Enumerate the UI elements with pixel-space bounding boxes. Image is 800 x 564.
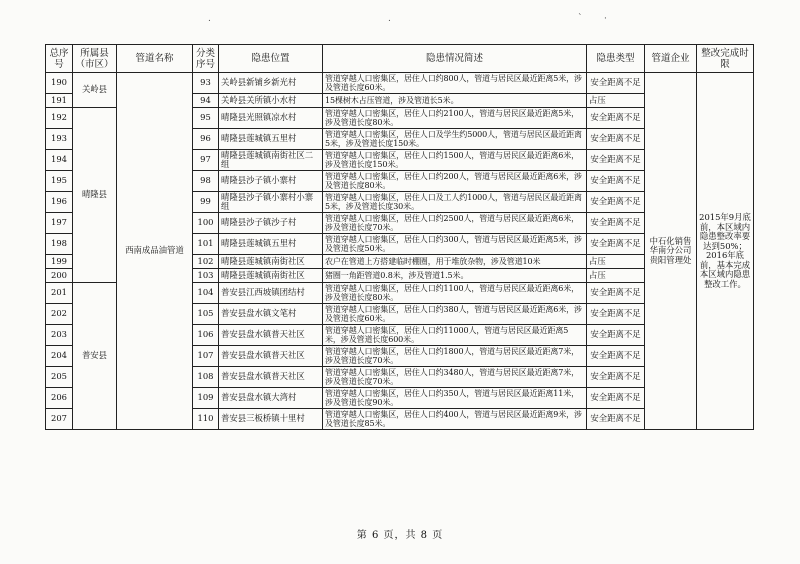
cell-location: 关岭县新铺乡新光村: [219, 73, 323, 94]
cell-total-no: 199: [46, 255, 73, 269]
cell-description: 管道穿越人口密集区，居住人口约11000人，管道与居民区最近距离5米，涉及管道长度600米。: [323, 325, 587, 346]
cell-description: 管道穿越人口密集区，居住人口约380人，管道与居民区最近距离6米，涉及管道长度60米。: [323, 304, 587, 325]
cell-total-no: 197: [46, 213, 73, 234]
scan-mark: .: [208, 14, 211, 24]
cell-total-no: 207: [46, 409, 73, 430]
cell-description: 管道穿越人口密集区，居住人口约300人，管道与居民区最近距离5米，涉及管道长度50米。: [323, 234, 587, 255]
cell-sub-no: 98: [193, 171, 219, 192]
cell-sub-no: 100: [193, 213, 219, 234]
cell-location: 晴隆县莲城镇五里村: [219, 234, 323, 255]
cell-description: 管道穿越人口密集区，居住人口约1500人，管道与居民区最近距离6米，涉及管道长度150米。: [323, 150, 587, 171]
cell-total-no: 202: [46, 304, 73, 325]
cell-county-qinglong: 晴隆县: [73, 108, 117, 283]
cell-deadline: 2015年9月底前，本区域内隐患整改率要达到50%；2016年底前，基本完成本区域内隐患整改工作。: [697, 73, 754, 430]
scan-mark: `: [578, 14, 583, 24]
cell-total-no: 194: [46, 150, 73, 171]
cell-hazard-type: 安全距离不足: [587, 346, 645, 367]
cell-location: 普安县江西坡镇团结村: [219, 283, 323, 304]
cell-sub-no: 93: [193, 73, 219, 94]
header-pipeline: 管道名称: [117, 45, 193, 73]
cell-location: 普安县盘水镇普天社区: [219, 325, 323, 346]
cell-hazard-type: 安全距离不足: [587, 129, 645, 150]
cell-hazard-type: 占压: [587, 269, 645, 283]
cell-hazard-type: 安全距离不足: [587, 388, 645, 409]
table-header-row: [46, 45, 754, 73]
cell-sub-no: 103: [193, 269, 219, 283]
cell-county-puan: 普安县: [73, 283, 117, 430]
cell-total-no: 193: [46, 129, 73, 150]
cell-description: 管道穿越人口密集区，居住人口约800人，管道与居民区最近距离5米，涉及管道长度60米。: [323, 73, 587, 94]
scan-mark: ·: [604, 14, 607, 24]
cell-total-no: 203: [46, 325, 73, 346]
cell-location: 晴隆县莲城镇南街社区: [219, 269, 323, 283]
cell-hazard-type: 安全距离不足: [587, 192, 645, 213]
cell-description: 管道穿越人口密集区，居住人口约1100人，管道与居民区最近距离6米，涉及管道长度80米。: [323, 283, 587, 304]
cell-hazard-type: 安全距离不足: [587, 108, 645, 129]
cell-location: 晴隆县莲城镇五里村: [219, 129, 323, 150]
scan-marks: [0, 14, 800, 24]
cell-sub-no: 95: [193, 108, 219, 129]
cell-location: 普安县三板桥镇十里村: [219, 409, 323, 430]
cell-description: 管道穿越人口密集区，居住人口约400人，管道与居民区最近距离9米，涉及管道长度85米。: [323, 409, 587, 430]
scan-mark: .: [388, 14, 391, 24]
cell-location: 普安县盘水镇大湾村: [219, 388, 323, 409]
cell-description: 管道穿越人口密集区，居住人口约1800人，管道与居民区最近距离7米，涉及管道长度70米。: [323, 346, 587, 367]
cell-total-no: 206: [46, 388, 73, 409]
cell-location: 晴隆县莲城镇南街社区: [219, 255, 323, 269]
cell-description: 管道穿越人口密集区，居住人口约3480人，管道与居民区最近距离7米，涉及管道长度70米。: [323, 367, 587, 388]
cell-total-no: 200: [46, 269, 73, 283]
header-county: 所属县（市区）: [73, 45, 117, 73]
cell-location: 晴隆县光照镇凉水村: [219, 108, 323, 129]
cell-location: 关岭县关所镇小水村: [219, 94, 323, 108]
cell-location: 普安县盘水镇文笔村: [219, 304, 323, 325]
cell-location: 晴隆县沙子镇小寨村: [219, 171, 323, 192]
cell-location: 晴隆县沙子镇沙子村: [219, 213, 323, 234]
cell-sub-no: 105: [193, 304, 219, 325]
header-location: 隐患位置: [219, 45, 323, 73]
header-company: 管道企业: [645, 45, 697, 73]
cell-total-no: 198: [46, 234, 73, 255]
cell-location: 晴隆县莲城镇南街社区二组: [219, 150, 323, 171]
cell-total-no: 192: [46, 108, 73, 129]
cell-hazard-type: 占压: [587, 255, 645, 269]
cell-total-no: 204: [46, 346, 73, 367]
cell-pipeline-name: 西南成品油管道: [117, 73, 193, 430]
cell-sub-no: 94: [193, 94, 219, 108]
header-total-no: 总序号: [46, 45, 73, 73]
cell-sub-no: 107: [193, 346, 219, 367]
cell-total-no: 201: [46, 283, 73, 304]
cell-hazard-type: 占压: [587, 94, 645, 108]
cell-sub-no: 96: [193, 129, 219, 150]
cell-location: 普安县盘水镇普天社区: [219, 367, 323, 388]
page-number: 第 6 页，共 8 页: [356, 530, 444, 541]
cell-sub-no: 109: [193, 388, 219, 409]
cell-description: 管道穿越人口密集区，居住人口及学生约5000人，管道与居民区最近距离5米，涉及管道长度150米。: [323, 129, 587, 150]
cell-hazard-type: 安全距离不足: [587, 367, 645, 388]
cell-sub-no: 108: [193, 367, 219, 388]
cell-hazard-type: 安全距离不足: [587, 171, 645, 192]
cell-location: 晴隆县沙子镇小寨村小寨组: [219, 192, 323, 213]
cell-description: 管道穿越人口密集区，居住人口约350人，管道与居民区最近距离11米，涉及管道长度90米。: [323, 388, 587, 409]
header-sub-no: 分类序号: [193, 45, 219, 73]
cell-location: 普安县盘水镇普天社区: [219, 346, 323, 367]
cell-total-no: 190: [46, 73, 73, 94]
cell-sub-no: 104: [193, 283, 219, 304]
cell-description: 15棵树木占压管道，涉及管道长5米。: [323, 94, 587, 108]
cell-sub-no: 110: [193, 409, 219, 430]
cell-company: 中石化销售华南分公司贵阳管理处: [645, 73, 697, 430]
cell-sub-no: 101: [193, 234, 219, 255]
cell-total-no: 205: [46, 367, 73, 388]
cell-hazard-type: 安全距离不足: [587, 325, 645, 346]
cell-sub-no: 102: [193, 255, 219, 269]
header-deadline: 整改完成时限: [697, 45, 754, 73]
header-description: 隐患情况简述: [323, 45, 587, 73]
cell-sub-no: 99: [193, 192, 219, 213]
cell-description: 猪圈一角距管道0.8米，涉及管道1.5米。: [323, 269, 587, 283]
header-hazard-type: 隐患类型: [587, 45, 645, 73]
cell-sub-no: 106: [193, 325, 219, 346]
cell-total-no: 196: [46, 192, 73, 213]
cell-description: 管道穿越人口密集区，居住人口约2100人，管道与居民区最近距离5米，涉及管道长度80米。: [323, 108, 587, 129]
cell-description: 农户在管道上方搭建临时棚圈，用于堆放杂物，涉及管道10米: [323, 255, 587, 269]
cell-description: 管道穿越人口密集区，居住人口及工人约1000人，管道与居民区最近距离5米，涉及管道长度30米。: [323, 192, 587, 213]
cell-description: 管道穿越人口密集区，居住人口约200人，管道与居民区最近距离6米，涉及管道长度80米。: [323, 171, 587, 192]
cell-hazard-type: 安全距离不足: [587, 304, 645, 325]
cell-hazard-type: 安全距离不足: [587, 409, 645, 430]
cell-total-no: 195: [46, 171, 73, 192]
cell-hazard-type: 安全距离不足: [587, 283, 645, 304]
cell-county-guanling: 关岭县: [73, 73, 117, 108]
cell-sub-no: 97: [193, 150, 219, 171]
hazard-table: [45, 44, 754, 430]
cell-hazard-type: 安全距离不足: [587, 213, 645, 234]
cell-hazard-type: 安全距离不足: [587, 73, 645, 94]
cell-total-no: 191: [46, 94, 73, 108]
cell-hazard-type: 安全距离不足: [587, 234, 645, 255]
cell-description: 管道穿越人口密集区，居住人口约2500人，管道与居民区最近距离6米，涉及管道长度70米。: [323, 213, 587, 234]
cell-hazard-type: 安全距离不足: [587, 150, 645, 171]
table-row: [46, 73, 754, 94]
